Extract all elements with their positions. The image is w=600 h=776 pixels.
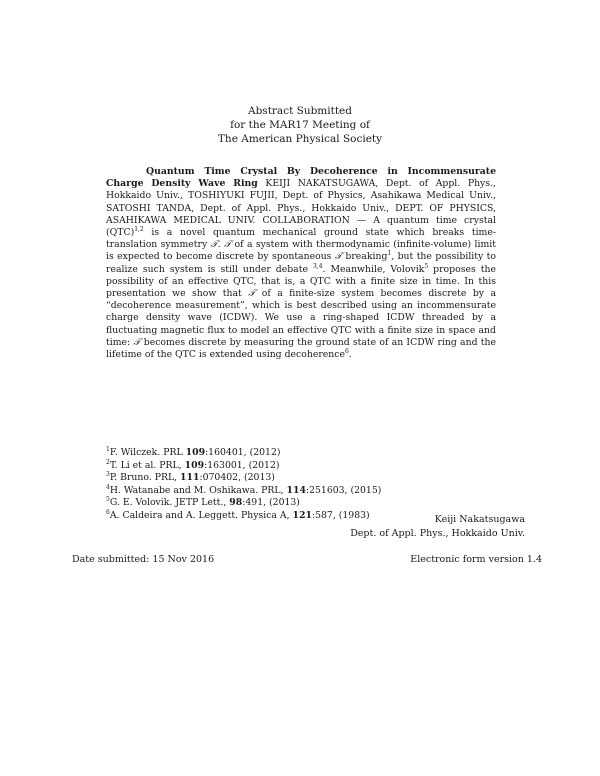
reference-item: $^2$T. Li et al. PRL, 109:163001, (2012)	[106, 458, 280, 471]
submission-header	[0, 104, 600, 146]
reference-item: $^6$A. Caldeira and A. Leggett. Physica A, 121:587, (1983)	[106, 508, 370, 521]
references-list	[106, 447, 496, 522]
abstract-body: Quantum Time Crystal By Decoherence in Incommensurate Charge Density Wave Ring KEIJI NAKATSUGAWA, Dept. of Appl. Phys., Hokkaido Univ., TOSHIYUKI FUJII, Dept. of Physics, Asahikawa Medical Univ., SATOSHI TANDA, Dept. of Appl. Phys., Hokkaido Univ., DEPT. OF PHYSICS, ASAHIKAWA MEDICAL UNIV. COLLABORATION — A quantum time crystal (QTC)$^{1,2}$ is a novel quantum mechanical ground state which breaks time-translation symmetry 𝒯. 𝒯 of a system with thermodynamic (infinite-volume) limit is expected to become discrete by spontaneous 𝒯 breaking$^1$, but the possibility to realize such system is still under debate $^{3,4}$. Meanwhile, Volovik$^5$ proposes the possibility of an effective QTC, that is, a QTC with a finite size in time. In this presentation we show that 𝒯 of a finite-size system becomes discrete by a “decoherence measurement”, which is best described using an incommensurate charge density wave (ICDW). We use a ring-shaped ICDW threaded by a fluctuating magnetic flux to model an effective QTC with a finite size in space and time: 𝒯 becomes discrete by measuring the ground state of an ICDW ring and the lifetime of the QTC is extended using decoherence$^6$.	[106, 166, 497, 361]
abstract-title: Quantum Time Crystal By Decoherence in Incommensurate Charge Density Wave Ring	[106, 166, 496, 190]
reference-item: $^3$P. Bruno. PRL, 111:070402, (2013)	[106, 470, 275, 483]
submitter-block	[350, 513, 525, 541]
reference-item: $^4$H. Watanabe and M. Oshikawa. PRL, 114:251603, (2015)	[106, 483, 382, 496]
header-line-2: for the MAR17 Meeting of	[230, 119, 370, 131]
header-line-3: The American Physical Society	[217, 133, 383, 145]
header-line-1: Abstract Submitted	[248, 105, 352, 117]
reference-item: $^5$G. E. Volovik. JETP Lett., 98:491, (2013)	[106, 495, 300, 508]
submitter-name: Keiji Nakatsugawa	[434, 514, 525, 525]
reference-item: $^1$F. Wilczek. PRL 109:160401, (2012)	[106, 445, 281, 458]
submitter-affiliation: Dept. of Appl. Phys., Hokkaido Univ.	[350, 528, 525, 539]
date-submitted: Date submitted: 15 Nov 2016	[72, 554, 215, 565]
form-version: Electronic form version 1.4	[410, 554, 542, 565]
abstract-authors: KEIJI NAKATSUGAWA, Dept. of Appl. Phys., Hokkaido Univ., TOSHIYUKI FUJII, Dept. of Physics, Asahikawa Medical Univ., SATOSHI TANDA, Dept. of Appl. Phys., Hokkaido Univ., DEPT. OF PHYSICS, ASAHIKAWA MEDICAL UNIV. COLLABORATION	[106, 178, 496, 226]
